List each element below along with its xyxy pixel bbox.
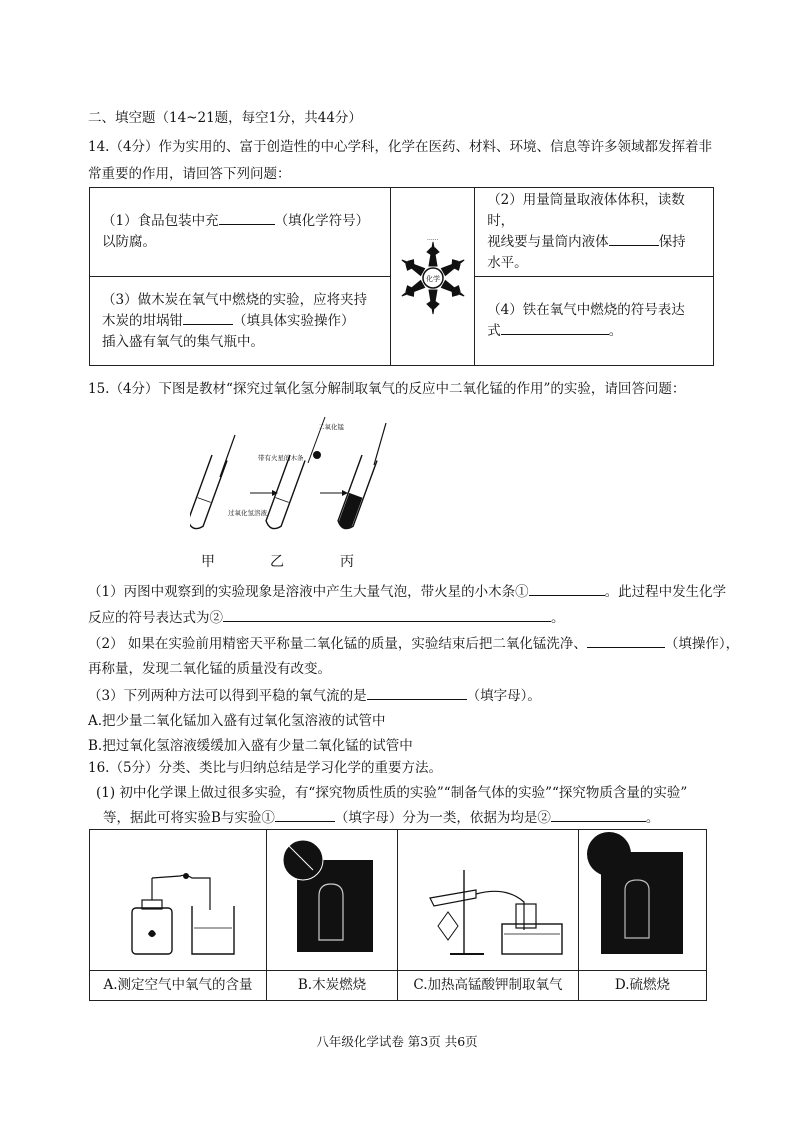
q14-cell4-text-c: 。 xyxy=(608,323,623,339)
center-image-label: 化学 xyxy=(425,275,440,283)
answer-blank[interactable] xyxy=(609,233,659,246)
q14-cell-2 xyxy=(475,188,714,277)
tube-label-bing: 丙 xyxy=(340,554,354,570)
q15-part2-line1 xyxy=(88,632,739,652)
experiment-d xyxy=(579,830,706,1000)
q15-p1-text-d: 。 xyxy=(551,610,565,626)
caption-c: C.加热高锰酸钾制取氧气 xyxy=(398,970,578,1000)
q15-p1-text-a: （1）丙图中观察到的实验现象是溶液中产生大量气泡，带火星的小木条① xyxy=(88,584,529,600)
q16-p1-text-b: 等，据此可将实验B与实验① xyxy=(103,810,275,826)
caption-d: D.硫燃烧 xyxy=(579,970,706,1000)
q15-p2-text-a: （2） 如果在实验前用精密天平称量二氧化锰的质量，实验结束后把二氧化锰洗净、 xyxy=(88,636,587,652)
q14-cell3-text-b: 木炭的坩埚钳 xyxy=(102,312,183,329)
q14-intro-line2: 常重要的作用，请回答下列问题： xyxy=(88,166,291,182)
answer-blank[interactable] xyxy=(367,687,467,700)
answer-blank[interactable] xyxy=(275,809,335,822)
experiment-b xyxy=(267,830,398,1000)
q15-figure xyxy=(190,415,410,545)
q14-cell4-text-b: 式 xyxy=(487,323,501,339)
q16-p1-text-d: 。 xyxy=(645,810,660,826)
q15-p1-text-b: 。此过程中发生化学 xyxy=(604,584,727,600)
q16-experiments xyxy=(89,829,707,1001)
test-tubes-diagram xyxy=(190,415,410,545)
q14-cell2-text-b: 视线要与量筒内液体 xyxy=(487,234,609,250)
q14-cell1-text-a: （1）食品包装中充 xyxy=(102,213,219,229)
q14-cell2-text-a: （2）用量筒量取液体体积，读数时， xyxy=(487,192,685,229)
sulfur-burning-icon xyxy=(579,830,706,970)
q16-intro: 16.（5分）分类、类比与归纳总结是学习化学的重要方法。 xyxy=(88,760,443,776)
experiment-c xyxy=(398,830,579,1000)
q14-cell-3 xyxy=(90,277,391,366)
q14-cell-4 xyxy=(475,277,714,366)
charcoal-burning-icon xyxy=(267,830,397,970)
answer-blank[interactable] xyxy=(587,635,665,648)
tube-label-yi: 乙 xyxy=(270,554,284,570)
label-mno2: 二氧化锰 xyxy=(318,423,344,431)
q15-option-a: A.把少量二氧化锰加入盛有过氧化氢溶液的试管中 xyxy=(88,713,386,729)
answer-blank[interactable] xyxy=(551,809,646,822)
q15-part1-line1 xyxy=(88,580,726,600)
answer-blank[interactable] xyxy=(183,312,233,325)
q16-p1-text-c: （填字母）分为一类，依据为均是② xyxy=(334,810,551,826)
q14-cell3-text-d: 插入盛有氧气的集气瓶中。 xyxy=(102,333,264,350)
q14-center-image xyxy=(391,188,475,366)
q15-p3-text-b: （填字母）。 xyxy=(466,688,541,704)
q15-option-b: B.把过氧化氢溶液缓缓加入盛有少量二氧化锰的试管中 xyxy=(88,738,413,754)
answer-blank[interactable] xyxy=(219,212,275,225)
page-footer: 八年级化学试卷 第3页 共6页 xyxy=(316,1034,478,1049)
q15-p1-text-c: 反应的符号表达式为② xyxy=(88,610,223,626)
svg-text:......: ...... xyxy=(426,235,439,242)
q15-p3-text-a: （3）下列两种方法可以得到平稳的氧气流的是 xyxy=(88,688,367,704)
label-splint: 带有火星的木条 xyxy=(258,454,304,462)
caption-b: B.木炭燃烧 xyxy=(267,970,397,1000)
q16-part1-line2 xyxy=(103,806,659,826)
oxygen-content-apparatus-icon xyxy=(90,830,266,970)
q14-cell4-text-a: （4）铁在氧气中燃烧的符号表达 xyxy=(487,302,685,318)
q14-intro-line1: 14.（4分）作为实用的、富于创造性的中心学科，化学在医药、材料、环境、信息等许多领域都发挥着非 xyxy=(88,139,713,155)
q15-part1-line2 xyxy=(88,606,565,626)
answer-blank[interactable] xyxy=(501,322,609,335)
q14-cell1-text-b: （填化学符号） xyxy=(274,213,370,229)
label-h2o2: 过氧化氢溶液 xyxy=(228,509,267,517)
snowflake-molecule-icon xyxy=(393,218,473,328)
answer-blank[interactable] xyxy=(529,583,605,596)
q15-part3 xyxy=(88,684,541,704)
q16-part1-line1: (1) 初中化学课上做过很多实验，有“探究物质性质的实验”“制备气体的实验”“探究物质含量的实验” xyxy=(96,785,688,801)
kmno4-oxygen-prep-icon xyxy=(398,830,578,970)
tube-label-jia: 甲 xyxy=(201,554,215,570)
tube-jia-icon xyxy=(190,455,227,531)
q14-cell2-text-d: 水平。 xyxy=(487,255,528,271)
section-title: 二、填空题（14~21题，每空1分，共44分） xyxy=(88,110,362,126)
q14-cell3-text-a: （3）做木炭在氧气中燃烧的实验，应将夹持 xyxy=(102,291,368,308)
q14-cell3-text-c: （填具体实验操作） xyxy=(233,312,355,329)
q14-cell-1 xyxy=(90,188,391,277)
q14-cell2-text-c: 保持 xyxy=(658,234,686,250)
q14-table xyxy=(89,187,714,366)
caption-a: A.测定空气中氧气的含量 xyxy=(90,970,266,1000)
q15-p2-text-b: （填操作）， xyxy=(664,636,740,652)
q14-cell1-text-c: 以防腐。 xyxy=(102,234,156,250)
experiment-a xyxy=(90,830,267,1000)
answer-blank[interactable] xyxy=(223,609,551,622)
q15-part2-line2: 再称量，发现二氧化锰的质量没有改变。 xyxy=(88,661,331,677)
q15-intro: 15.（4分）下图是教材“探究过氧化氢分解制取氧气的反应中二氧化锰的作用”的实验，请回答问题： xyxy=(88,381,686,397)
